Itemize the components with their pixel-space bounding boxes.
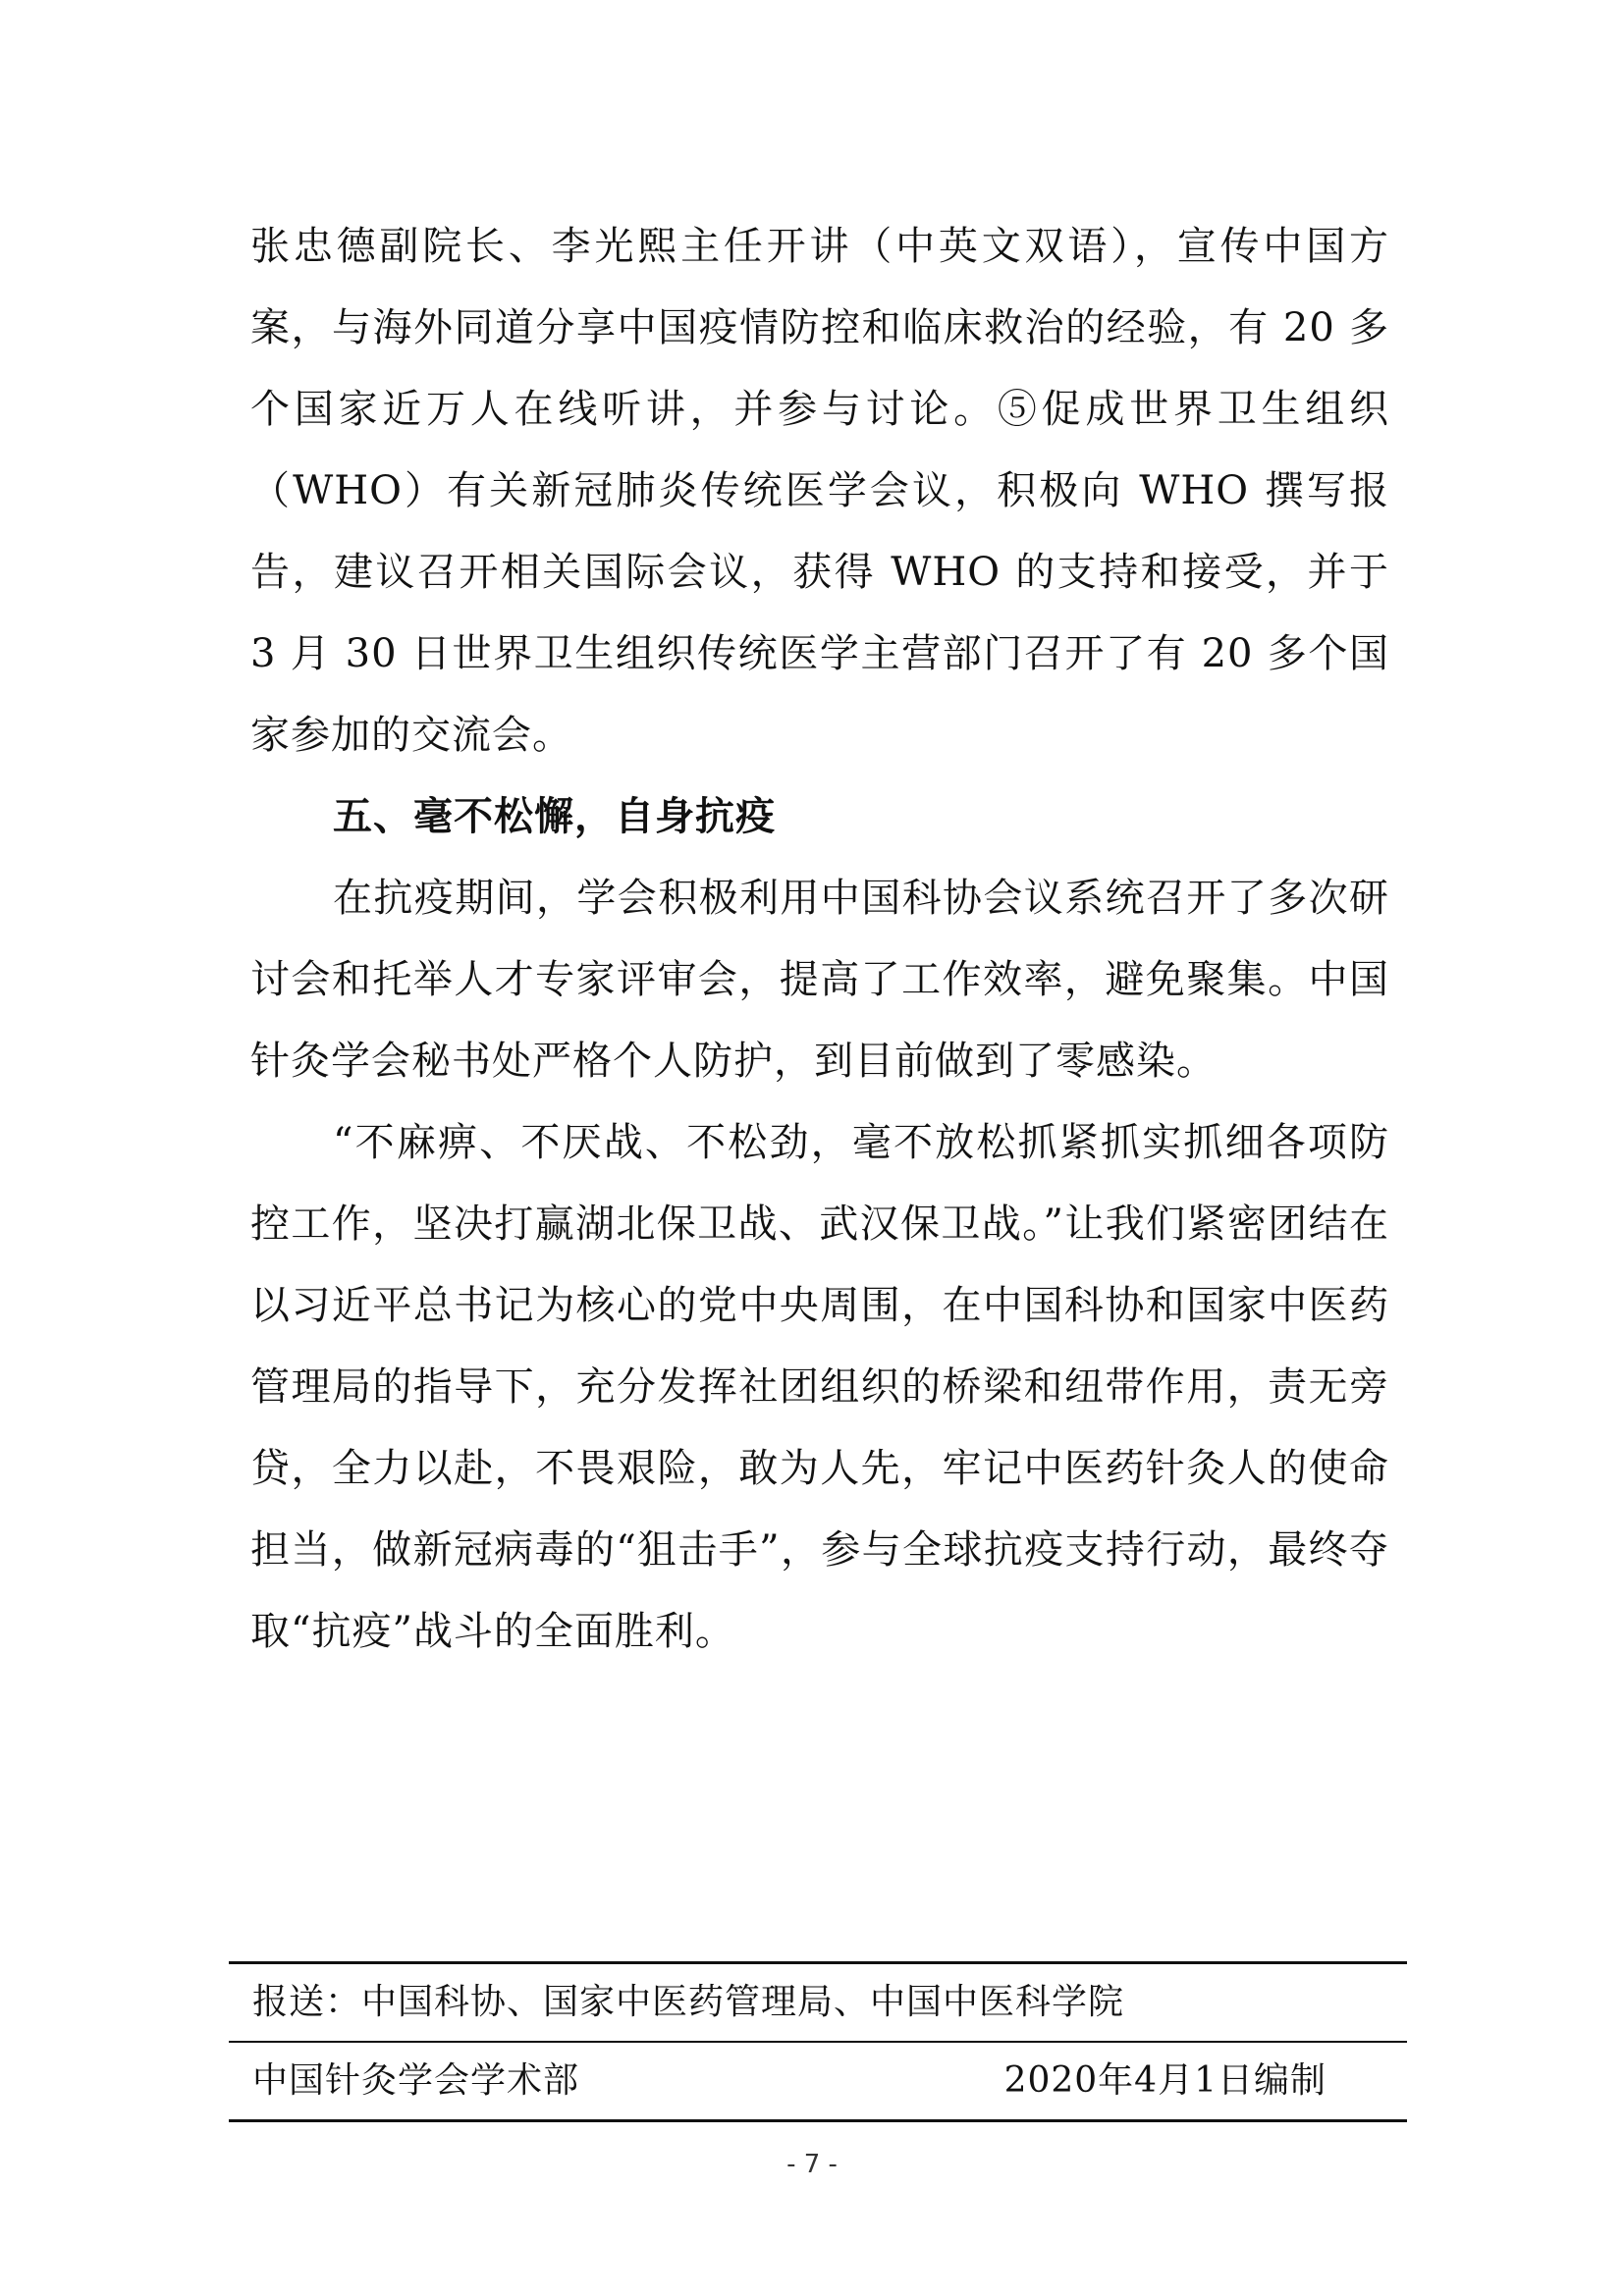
section-heading: 五、毫不松懈，自身抗疫	[333, 794, 776, 839]
paragraph-closing: “不麻痹、不厌战、不松劲，毫不放松抓紧抓实抓细各项防控工作，坚决打赢湖北保卫战、武汉保卫战。”让我们紧密团结在以习近平总书记为核心的党中央周围，在中国科协和国家中医药管理局的指导下，充分发挥社团组织的桥梁和纽带作用，责无旁贷，全力以赴，不畏艰险，敢为人先，牢记中医药针灸人的使命担当，做新冠病毒的“狙击手”，参与全球抗疫支持行动，最终夺取“抗疫”战斗的全面胜利。	[250, 1120, 1389, 1654]
footer-issuer: 中国针灸学会学术部	[252, 2060, 580, 2101]
document-footer	[229, 1961, 1407, 2122]
footer-recipients: 报送：中国科协、国家中医药管理局、中国中医科学院	[252, 1982, 1125, 2022]
document-body	[250, 206, 1389, 1673]
footer-bottom-rule	[229, 2119, 1407, 2122]
footer-recipients-line	[229, 1964, 1407, 2041]
paragraph-continuation: 张忠德副院长、李光熙主任开讲（中英文双语），宣传中国方案，与海外同道分享中国疫情防控和临床救治的经验，有 20 多个国家近万人在线听讲，并参与讨论。⑤促成世界卫生组织（WHO）有关新冠肺炎传统医学会议，积极向 WHO 撰写报告，建议召开相关国际会议，获得 WHO 的支持和接受，并于 3 月 30 日世界卫生组织传统医学主营部门召开了有 20 多个国家参加的交流会。	[250, 224, 1389, 758]
footer-date: 2020年4月1日编制	[1003, 2060, 1326, 2101]
paragraph-section5: 在抗疫期间，学会积极利用中国科协会议系统召开了多次研讨会和托举人才专家评审会，提高了工作效率，避免聚集。中国针灸学会秘书处严格个人防护，到目前做到了零感染。	[250, 876, 1389, 1084]
footer-issuer-line	[229, 2043, 1407, 2119]
page-number: - 7 -	[786, 2150, 838, 2179]
